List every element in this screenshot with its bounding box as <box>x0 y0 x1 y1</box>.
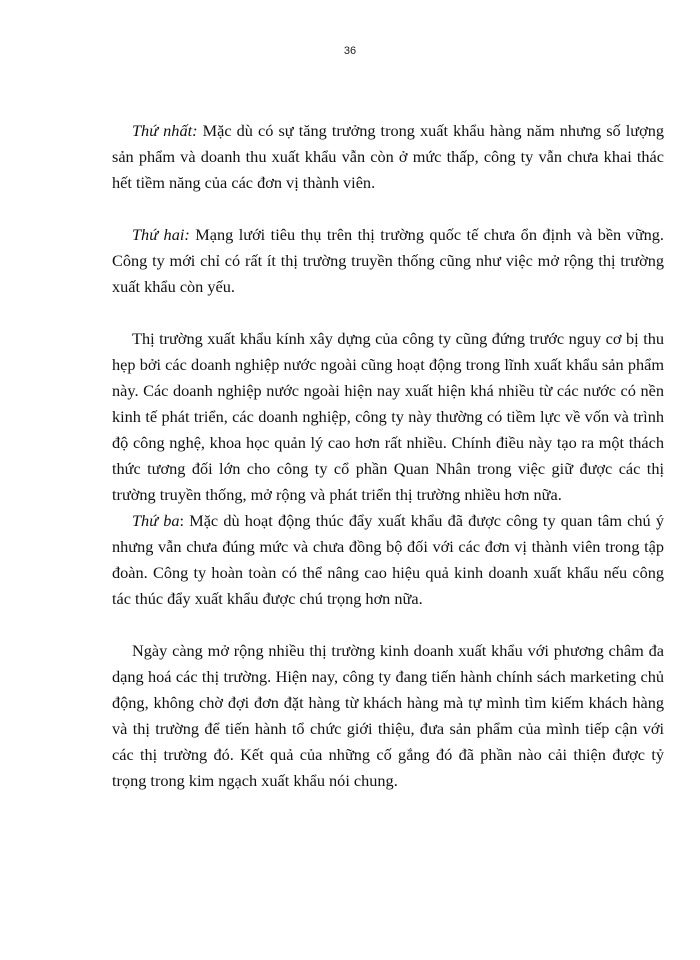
paragraph-text: Mạng lưới tiêu thụ trên thị trường quốc tế chưa ổn định và bền vững. Công ty mới chỉ có rất ít thị trường truyền thống cũng như việc mở rộng thị trường xuất khẩu còn yếu. <box>112 225 664 296</box>
paragraph-thi-truong-kinh <box>112 326 664 508</box>
paragraph-thu-nhat <box>112 118 664 196</box>
page-number: 36 <box>343 45 357 57</box>
paragraph-mo-rong-thi-truong <box>112 638 664 794</box>
paragraph-thu-ba <box>112 508 664 612</box>
paragraph-text: Thị trường xuất khẩu kính xây dựng của công ty cũng đứng trước nguy cơ bị thu hẹp bởi các doanh nghiệp nước ngoài cũng hoạt động trong lĩnh xuất khẩu sản phẩm này. Các doanh nghiệp nước ngoài hiện nay xuất hiện khá nhiều từ các nước có nền kinh tế phát triển, các doanh nghiệp, công ty này thường có tiềm lực về vốn và trình độ công nghệ, khoa học quản lý cao hơn rất nhiều. Chính điều này tạo ra một thách thức tương đối lớn cho công ty cổ phần Quan Nhân trong việc giữ được các thị trường truyền thống, mở rộng và phát triển thị trường nhiều hơn nữa. <box>112 329 664 504</box>
document-body <box>112 118 664 794</box>
paragraph-text: : Mặc dù hoạt động thúc đẩy xuất khẩu đã được công ty quan tâm chú ý nhưng vẫn chưa đúng mức và chưa đồng bộ đối với các đơn vị thành viên trong tập đoàn. Công ty hoàn toàn có thể nâng cao hiệu quả kinh doanh xuất khẩu nếu công tác thúc đẩy xuất khẩu được chú trọng hơn nữa. <box>112 511 664 608</box>
paragraph-text: Ngày càng mở rộng nhiều thị trường kinh doanh xuất khẩu với phương châm đa dạng hoá các thị trường. Hiện nay, công ty đang tiến hành chính sách marketing chủ động, không chờ đợi đơn đặt hàng từ khách hàng mà tự mình tìm kiếm khách hàng và thị trường để tiến hành tổ chức giới thiệu, đưa sản phẩm của mình tiếp cận với các thị trường đó. Kết quả của những cố gắng đó đã phần nào cải thiện được tỷ trọng trong kim ngạch xuất khẩu nói chung. <box>112 641 664 790</box>
paragraph-label: Thứ nhất: <box>132 121 198 140</box>
paragraph-thu-hai <box>112 222 664 300</box>
paragraph-label: Thứ hai: <box>132 225 190 244</box>
paragraph-label: Thứ ba <box>132 511 180 530</box>
paragraph-text: Mặc dù có sự tăng trưởng trong xuất khẩu hàng năm nhưng số lượng sản phẩm và doanh thu xuất khẩu vẫn còn ở mức thấp, công ty vẫn chưa khai thác hết tiềm năng của các đơn vị thành viên. <box>112 121 664 192</box>
